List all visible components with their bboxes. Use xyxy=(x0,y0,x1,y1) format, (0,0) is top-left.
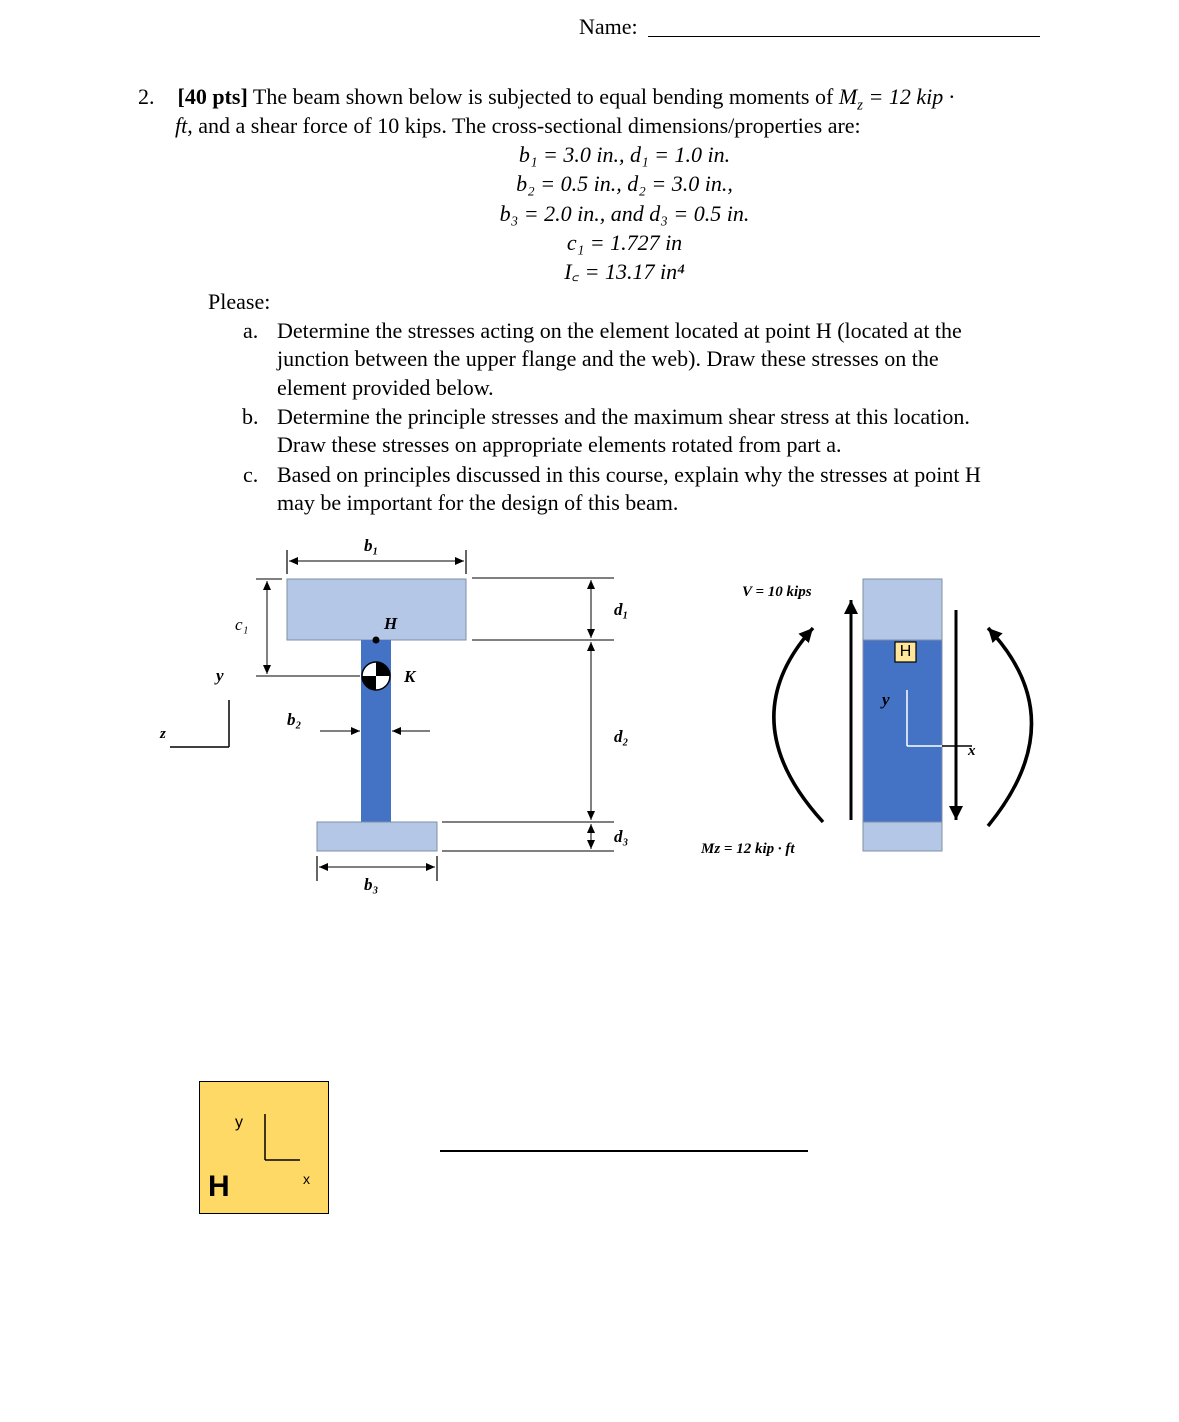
element-h-label: H xyxy=(208,1170,230,1203)
yz-axes xyxy=(170,700,229,747)
side-web xyxy=(863,640,942,822)
element-y-label: y xyxy=(235,1114,243,1131)
c1-label: c₁ xyxy=(235,615,249,634)
b3-label: b₃ xyxy=(364,875,379,894)
d3-label: d₃ xyxy=(614,827,629,846)
bottom-flange xyxy=(317,822,437,851)
part-a-line-2: junction between the upper flange and the web). Draw these stresses on the xyxy=(277,346,939,371)
part-a-line-1: Determine the stresses acting on the element located at point H (located at the xyxy=(277,318,962,343)
element-x-label: x xyxy=(303,1171,310,1187)
dims-row-5: I꜀ = 13.17 in⁴ xyxy=(564,259,685,284)
part-b-letter: b. xyxy=(242,404,259,429)
moment-label: Mz = 12 kip · ft xyxy=(701,841,795,857)
side-top-flange xyxy=(863,579,942,640)
part-c-line-1: Based on principles discussed in this course, explain why the stresses at point H xyxy=(277,462,981,487)
part-c-letter: c. xyxy=(243,462,259,487)
moment-unit: ft xyxy=(175,113,188,138)
part-c-line-2: may be important for the design of this beam. xyxy=(277,490,679,515)
dims-row-2: b₂ = 0.5 in., d₂ = 3.0 in., xyxy=(516,171,733,196)
d1-label: d₁ xyxy=(614,600,629,619)
b2-label: b₂ xyxy=(287,710,302,729)
please-label: Please: xyxy=(208,289,271,314)
stress-element[interactable] xyxy=(199,1081,329,1214)
part-b-line-1: Determine the principle stresses and the maximum shear stress at this location. xyxy=(277,404,970,429)
side-bottom-flange xyxy=(863,822,942,851)
problem-text-2: , and a shear force of 10 kips. The cross-sectional dimensions/properties are: xyxy=(187,113,861,138)
b1-label: b₁ xyxy=(364,536,379,555)
top-flange xyxy=(287,579,466,640)
part-a-letter: a. xyxy=(243,318,259,343)
part-b-line-2: Draw these stresses on appropriate elements rotated from part a. xyxy=(277,432,842,457)
k-label: K xyxy=(404,667,416,686)
moment-symbol: M xyxy=(838,84,858,109)
problem-number: 2. xyxy=(138,84,155,109)
dims-row-3: b₃ = 2.0 in., and d₃ = 0.5 in. xyxy=(499,201,750,226)
problem-points: [40 pts] xyxy=(177,84,248,109)
name-label: Name: xyxy=(579,14,638,39)
moment-arrow-left xyxy=(774,628,823,822)
shear-label: V = 10 kips xyxy=(742,584,812,600)
dims-row-1: b₁ = 3.0 in., d₁ = 1.0 in. xyxy=(518,142,731,167)
part-a-line-3: element provided below. xyxy=(277,375,494,400)
z-axis-label: z xyxy=(160,726,166,742)
h-label: H xyxy=(384,614,398,633)
problem-text-1: The beam shown below is subjected to equal bending moments of xyxy=(247,84,839,109)
d-dimensions xyxy=(442,578,614,851)
side-x-label: x xyxy=(968,743,976,759)
side-h-label: H xyxy=(899,643,912,660)
moment-subscript: z xyxy=(857,97,863,114)
point-h-dot xyxy=(373,637,380,644)
d2-label: d₂ xyxy=(614,727,629,746)
y-axis-label: y xyxy=(216,666,224,685)
dims-row-4: c₁ = 1.727 in xyxy=(566,230,683,255)
moment-arrow-right xyxy=(988,628,1032,826)
centroid-symbol xyxy=(362,662,390,690)
side-y-label: y xyxy=(882,690,890,709)
moment-equation: = 12 kip · xyxy=(863,84,955,109)
